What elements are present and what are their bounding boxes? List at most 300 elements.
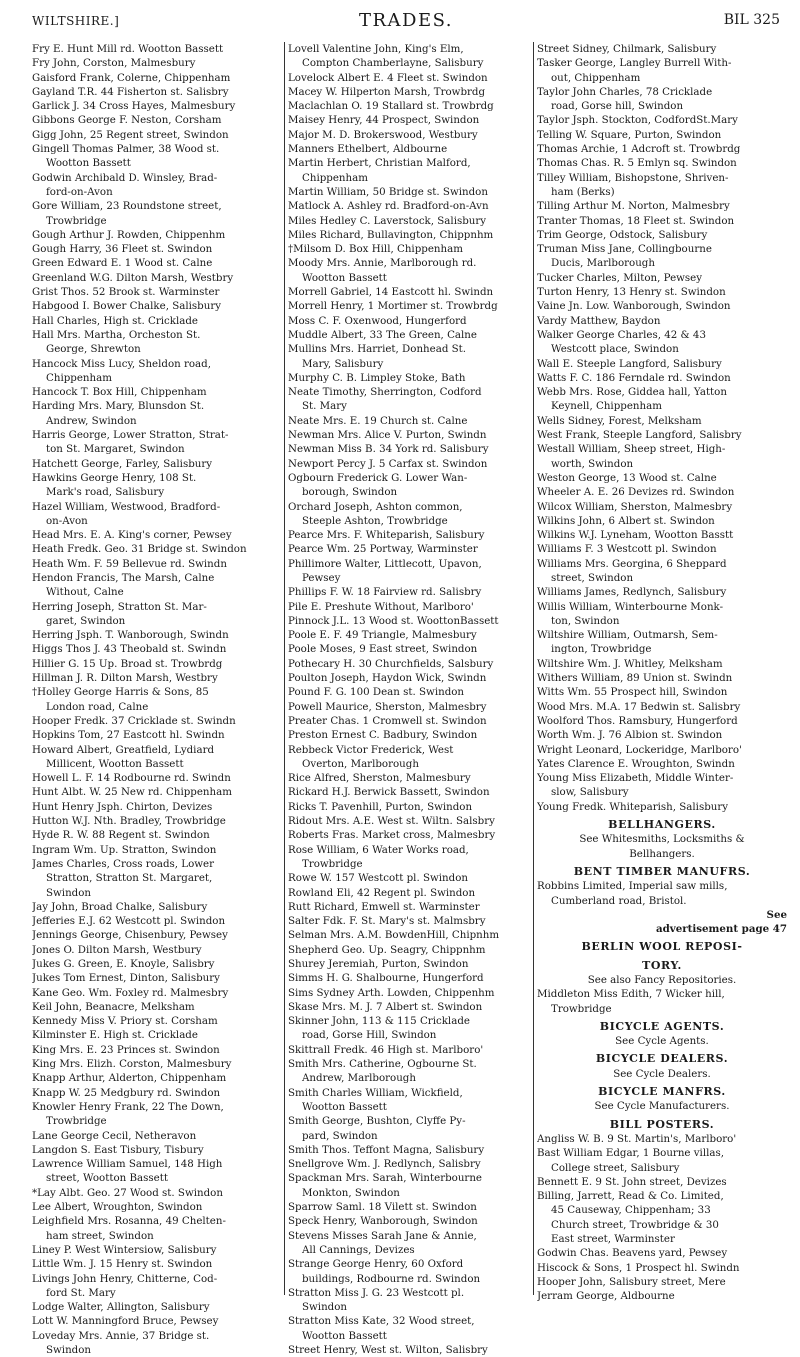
directory-entry [32,1129,282,1143]
entry-line: ington, Trowbridge [551,643,652,656]
directory-entry [537,228,787,242]
directory-entry [288,928,532,942]
column-3 [537,42,787,1304]
cross-reference: See Cycle Manufacturers. [594,1100,730,1113]
entry-line: Rice Alfred, Sherston, Malmesbury [288,772,471,785]
entry-line: Phillimore Walter, Littlecott, Upavon, [288,557,482,570]
entry-line: Wood Mrs. M.A. 17 Bedwin st. Salisbry [537,700,741,713]
entry-line: garet, Swindon [46,614,126,627]
entry-line: Chippenham [302,171,368,184]
entry-line: Chippenham [46,371,112,384]
directory-entry [288,957,532,971]
entry-line: Andrew, Swindon [46,414,137,427]
directory-entry [288,1086,532,1115]
entry-line: Gibbons George F. Neston, Corsham [32,114,222,127]
entry-line: Roberts Fras. Market cross, Malmesbry [288,829,496,842]
directory-entry [288,1214,532,1228]
entry-line: Jennings George, Chisenbury, Pewsey [32,929,228,942]
entry-line: Thomas Chas. R. 5 Emlyn sq. Swindon [537,157,737,170]
entry-line: Hazel William, Westwood, Bradford- [32,500,221,513]
cross-reference: See Cycle Agents. [615,1035,709,1048]
section-heading: BICYCLE AGENTS. [599,1019,725,1033]
entry-line: Heath Fredk. Geo. 31 Bridge st. Swindon [32,543,247,556]
directory-entry [288,828,532,842]
entry-line: Steeple Ashton, Trowbridge [302,514,448,527]
entry-line: Harris George, Lower Stratton, Strat- [32,429,229,442]
directory-entry [288,457,532,471]
entry-line: Pearce Mrs. F. Whiteparish, Salisbury [288,529,485,542]
entry-line: London road, Calne [46,700,149,713]
entry-line: Hall Charles, High st. Cricklade [32,314,198,327]
entry-line: Wootton Bassett [302,271,387,284]
entry-line: Pile E. Preshute Without, Marlboro' [288,600,474,613]
directory-entry [288,128,532,142]
entry-line: Yates Clarence E. Wroughton, Swindn [537,757,735,770]
directory-entry [32,199,282,228]
directory-entry [537,328,787,357]
entry-line: Lawrence William Samuel, 148 High [32,1158,223,1171]
entry-line: Murphy C. B. Limpley Stoke, Bath [288,371,466,384]
entry-line: Maisey Henry, 44 Prospect, Swindon [288,114,480,127]
entry-line: Moody Mrs. Annie, Marlborough rd. [288,257,477,270]
directory-entry [537,56,787,85]
directory-entry [537,285,787,299]
entry-line: Newman Miss B. 34 York rd. Salisbury [288,443,489,456]
entry-line: Trim George, Odstock, Salisbury [537,228,708,241]
entry-line: Wilkins John, 6 Albert st. Swindon [537,514,715,527]
column-divider [533,42,534,1295]
entry-line: Selman Mrs. A.M. BowdenHill, Chipnhm [288,929,500,942]
entry-line: ham (Berks) [551,185,615,198]
entry-line: Leighfield Mrs. Rosanna, 49 Chelten- [32,1215,226,1228]
directory-entry [537,442,787,471]
column-2 [288,42,532,1357]
entry-line: Habgood I. Bower Chalke, Salisbury [32,300,222,313]
directory-entry [32,471,282,500]
directory-entry [288,42,532,71]
directory-entry [288,442,532,456]
directory-entry [537,428,787,442]
directory-entry [537,1189,787,1246]
entry-line: Jukes Tom Ernest, Dinton, Salisbury [32,972,220,985]
directory-entry [288,1229,532,1258]
directory-entry [537,542,787,556]
directory-entry [32,528,282,542]
directory-entry [537,1146,787,1175]
section-heading: BILL POSTERS. [609,1117,715,1131]
entry-line: Hancock Miss Lucy, Sheldon road, [32,357,211,370]
directory-entry [537,299,787,313]
entry-line: Snellgrove Wm. J. Redlynch, Salisbry [288,1158,481,1171]
entry-line: street, Wootton Bassett [46,1172,168,1185]
directory-entry [537,85,787,114]
directory-entry [537,514,787,528]
directory-entry [32,1014,282,1028]
column-divider [284,42,285,1295]
directory-entry [537,685,787,699]
directory-entry [288,1314,532,1343]
directory-entry [537,357,787,371]
directory-entry [537,242,787,271]
entry-line: Smith Charles William, Wickfield, [288,1086,463,1099]
directory-entry [288,185,532,199]
entry-line: Strange George Henry, 60 Oxford [288,1258,464,1271]
entry-line: Hillier G. 15 Up. Broad st. Trowbrdg [32,657,223,670]
directory-entry [537,314,787,328]
entry-line: street, Swindon [551,571,634,584]
directory-entry [288,342,532,371]
directory-entry [288,943,532,957]
entry-line: ford-on-Avon [46,185,113,198]
directory-entry [288,1043,532,1057]
directory-entry [32,728,282,742]
entry-line: Wilcox William, Sherston, Malmesbry [537,500,733,513]
entry-line: Lovelock Albert E. 4 Fleet st. Swindon [288,71,488,84]
entry-line: Stratton Miss J. G. 23 Westcott pl. [288,1286,465,1299]
directory-entry [32,714,282,728]
directory-entry [288,1057,532,1086]
entry-line: Maclachlan O. 19 Stallard st. Trowbrdg [288,100,494,113]
section-heading: BELLHANGERS. [608,818,716,832]
entry-line: College street, Salisbury [551,1161,680,1174]
entry-line: Macey W. Hilperton Marsh, Trowbrdg [288,85,486,98]
entry-line: Moss C. F. Oxenwood, Hungerford [288,314,467,327]
entry-line: Worth Wm. J. 76 Albion st. Swindon [537,729,723,742]
directory-entry [32,1214,282,1243]
entry-line: Taylor John Charles, 78 Cricklade [537,85,713,98]
range-label: BIL [723,12,749,28]
cross-reference: Bellhangers. [629,847,695,860]
entry-line: Godwin Archibald D. Winsley, Brad- [32,171,218,184]
directory-entry [288,1157,532,1171]
directory-entry [288,371,532,385]
entry-line: Poulton Joseph, Haydon Wick, Swindn [288,672,487,685]
directory-entry [288,785,532,799]
entry-line: Wootton Bassett [302,1329,387,1342]
directory-entry [537,371,787,385]
entry-line: Hutton W.J. Nth. Bradley, Trowbridge [32,815,226,828]
directory-entry [32,1057,282,1071]
directory-entry [288,385,532,414]
entry-line: Trowbridge [46,1115,107,1128]
directory-entry [32,228,282,242]
directory-entry [537,714,787,728]
directory-entry [32,900,282,914]
entry-line: Smith Thos. Teffont Magna, Salisbury [288,1143,485,1156]
entry-line: Orchard Joseph, Ashton common, [288,500,463,513]
directory-entry [288,328,532,342]
directory-entry [32,500,282,529]
entry-line: Gayland T.R. 44 Fisherton st. Salisbry [32,85,229,98]
entry-line: Street Henry, West st. Wilton, Salisbry [288,1344,488,1357]
entry-line: Bennett E. 9 St. John street, Devizes [537,1175,727,1188]
entry-line: Andrew, Marlborough [302,1072,416,1085]
entry-line: Newman Mrs. Alice V. Purton, Swindn [288,429,487,442]
directory-entry [288,1000,532,1014]
entry-line: Neate Mrs. E. 19 Church st. Calne [288,414,468,427]
directory-entry [537,1246,787,1260]
entry-line: Hillman J. R. Dilton Marsh, Westbry [32,672,218,685]
entry-line: slow, Salisbury [551,786,629,799]
entry-line: Keil John, Beanacre, Melksham [32,1000,195,1013]
entry-line: Webb Mrs. Rose, Giddea hall, Yatton [537,386,727,399]
entry-line: Jukes G. Green, E. Knoyle, Salisbry [32,958,215,970]
entry-line: Lovell Valentine John, King's Elm, [288,43,464,55]
directory-entry [32,242,282,256]
directory-entry [32,1143,282,1157]
entry-line: ton, Swindon [551,614,620,627]
entry-line: Liney P. West Wintersiow, Salisbury [32,1243,217,1256]
entry-line: All Cannings, Devizes [302,1243,415,1256]
entry-line: Hooper John, Salisbury street, Mere [537,1275,726,1288]
directory-entry [288,414,532,428]
entry-line: Morrell Henry, 1 Mortimer st. Trowbrdg [288,300,498,313]
directory-entry [32,542,282,556]
directory-entry [288,700,532,714]
directory-entry [537,585,787,599]
entry-line: Witts Wm. 55 Prospect hill, Swindon [537,686,728,699]
directory-entry [288,142,532,156]
entry-line: Angliss W. B. 9 St. Martin's, Marlboro' [537,1132,737,1145]
directory-entry [537,657,787,671]
directory-entry [288,113,532,127]
entry-line: Spackman Mrs. Sarah, Winterbourne [288,1172,482,1185]
cross-reference: See Whitesmiths, Locksmiths & [579,833,745,846]
directory-entry [32,642,282,656]
directory-entry [32,928,282,942]
entry-line: Miles Richard, Bullavington, Chippnhm [288,228,494,241]
directory-entry [288,299,532,313]
entry-line: Weston George, 13 Wood st. Calne [537,471,717,484]
directory-entry [288,685,532,699]
directory-entry [32,1329,282,1357]
entry-line: Wilkins W.J. Lyneham, Wootton Basstt [537,529,734,542]
entry-line: Withers William, 89 Union st. Swindn [537,672,733,685]
directory-entry [288,886,532,900]
directory-entry [537,557,787,586]
directory-entry [288,1286,532,1315]
entry-line: Mullins Mrs. Harriet, Donhead St. [288,343,467,356]
directory-entry [32,1086,282,1100]
entry-line: Hopkins Tom, 27 Eastcott hl. Swindn [32,729,225,742]
directory-entry [32,1043,282,1057]
entry-line: 45 Causeway, Chippenham; 33 [551,1204,711,1217]
entry-line: Knowler Henry Frank, 22 The Down, [32,1100,224,1113]
directory-entry [288,85,532,99]
directory-entry [32,685,282,714]
entry-line: Overton, Marlborough [302,757,419,770]
directory-entry [32,800,282,814]
directory-entry [537,500,787,514]
directory-entry [288,871,532,885]
directory-entry [32,1186,282,1200]
directory-entry [288,986,532,1000]
directory-entry [288,714,532,728]
entry-line: Smith Mrs. Catherine, Ogbourne St. [288,1058,477,1071]
entry-line: Heath Wm. F. 59 Bellevue rd. Swindn [32,557,227,570]
entry-line: King Mrs. Elizh. Corston, Malmesbury [32,1058,232,1071]
section-heading: BICYCLE DEALERS. [595,1052,729,1066]
directory-entry [32,671,282,685]
directory-entry [32,1272,282,1301]
directory-entry [32,357,282,386]
entry-line: Hendon Francis, The Marsh, Calne [32,571,215,584]
entry-line: Howard Albert, Greatfield, Lydiard [32,743,215,756]
entry-line: Miles Hedley C. Laverstock, Salisbury [288,214,487,227]
entry-line: Williams F. 3 Westcott pl. Swindon [537,543,717,556]
directory-entry [288,214,532,228]
entry-line: Stratton Miss Kate, 32 Wood street, [288,1315,475,1328]
entry-line: Grist Thos. 52 Brook st. Warminster [32,286,220,299]
entry-line: road, Gorse Hill, Swindon [302,1029,437,1042]
directory-entry [32,399,282,428]
entry-line: Major M. D. Brokerswood, Westbury [288,128,478,141]
directory-entry [288,642,532,656]
entry-line: Matlock A. Ashley rd. Bradford-on-Avn [288,200,489,213]
entry-line: Hiscock & Sons, 1 Prospect hl. Swindn [537,1261,740,1274]
entry-line: Stevens Misses Sarah Jane & Annie, [288,1229,477,1242]
entry-line: Newport Percy J. 5 Carfax st. Swindon [288,457,488,470]
entry-line: Trowbridge [46,214,107,227]
entry-line: Telling W. Square, Purton, Swindon [537,128,722,141]
entry-line: Pothecary H. 30 Churchfields, Salsbury [288,657,494,670]
directory-entry [537,743,787,757]
directory-entry [288,542,532,556]
entry-line: Rutt Richard, Emwell st. Warminster [288,900,480,913]
directory-entry [32,428,282,457]
entry-line: Morrell Gabriel, 14 Eastcott hl. Swindn [288,286,494,299]
entry-line: Billing, Jarrett, Read & Co. Limited, [537,1190,724,1203]
directory-entry [32,571,282,600]
directory-entry [32,600,282,629]
entry-line: Ducis, Marlborough [551,257,655,270]
entry-line: James Charles, Cross roads, Lower [32,857,215,870]
directory-entry [32,299,282,313]
entry-line: borough, Swindon [302,486,398,499]
directory-entry [32,857,282,900]
directory-entry [537,771,787,800]
entry-line: Kennedy Miss V. Priory st. Corsham [32,1015,218,1028]
directory-entry [537,987,787,1016]
entry-line: Gigg John, 25 Regent street, Swindon [32,128,229,141]
entry-line: Gough Harry, 36 Fleet st. Swindon [32,243,213,256]
entry-line: Herring Jsph. T. Wanborough, Swindn [32,629,229,642]
section-heading: TORY. [642,958,682,972]
directory-entry [537,142,787,156]
entry-line: Middleton Miss Edith, 7 Wicker hill, [537,988,725,1001]
directory-entry [537,700,787,714]
directory-entry [32,1100,282,1129]
directory-entry [32,914,282,928]
entry-line: Howell L. F. 14 Rodbourne rd. Swindn [32,772,231,785]
directory-entry [537,1132,787,1146]
directory-entry [288,657,532,671]
directory-entry [288,1014,532,1043]
entry-line: Hooper Fredk. 37 Cricklade st. Swindn [32,714,236,727]
entry-line: Preston Ernest C. Badbury, Swindon [288,729,478,742]
directory-entry [32,1314,282,1328]
entry-line: Greenland W.G. Dilton Marsh, Westbry [32,271,234,284]
entry-line: Watts F. C. 186 Ferndale rd. Swindon [537,371,731,384]
advertisement-reference: See [766,908,787,921]
directory-entry [32,1257,282,1271]
directory-entry [32,42,282,56]
directory-entry [537,271,787,285]
directory-entry [288,199,532,213]
entry-line: Langdon S. East Tisbury, Tisbury [32,1143,204,1156]
entry-line: Wootton Bassett [302,1100,387,1113]
entry-line: Higgs Thos J. 43 Theobald st. Swindn [32,643,227,656]
directory-entry [288,1171,532,1200]
directory-entry [288,971,532,985]
directory-entry [32,1200,282,1214]
entry-line: Swindon [46,886,92,899]
entry-line: Thomas Archie, 1 Adcroft st. Trowbrdg [537,143,741,156]
entry-line: Martin William, 50 Bridge st. Swindon [288,185,488,198]
entry-line: Fry E. Hunt Mill rd. Wootton Bassett [32,43,224,55]
directory-entry [32,113,282,127]
entry-line: Compton Chamberlayne, Salisbury [302,57,484,70]
entry-line: Wall E. Steeple Langford, Salisbury [537,357,722,370]
directory-entry [32,971,282,985]
directory-entry [537,757,787,771]
entry-line: Martin Herbert, Christian Malford, [288,157,471,170]
entry-line: Skinner John, 113 & 115 Cricklade [288,1015,470,1028]
directory-entry [288,71,532,85]
directory-entry [288,671,532,685]
entry-line: Livings John Henry, Chitterne, Cod- [32,1272,218,1285]
entry-line: Wiltshire Wm. J. Whitley, Melksham [537,657,723,670]
entry-line: pard, Swindon [302,1129,378,1142]
directory-entry [32,828,282,842]
entry-line: Mark's road, Salisbury [46,486,165,499]
entry-line: Lane George Cecil, Netheravon [32,1129,197,1142]
directory-entry [32,986,282,1000]
entry-line: Skase Mrs. M. J. 7 Albert st. Swindon [288,1000,483,1013]
directory-entry [32,1000,282,1014]
page-title: TRADES. [358,10,454,31]
entry-line: Lodge Walter, Allington, Salisbury [32,1301,210,1314]
entry-line: Poole E. F. 49 Triangle, Malmesbury [288,629,477,642]
entry-line: Wootton Bassett [46,157,131,170]
directory-entry [537,528,787,542]
directory-entry [32,943,282,957]
page-header [32,10,780,36]
directory-entry [537,385,787,414]
directory-entry [288,99,532,113]
entry-line: Pinnock J.L. 13 Wood st. WoottonBassett [288,614,499,627]
entry-line: Jerram George, Aldbourne [537,1290,675,1303]
directory-entry [288,843,532,872]
directory-entry [32,657,282,671]
entry-line: Wiltshire William, Outmarsh, Sem- [537,629,718,642]
entry-line: Trowbridge [551,1002,612,1015]
directory-entry [32,628,282,642]
entry-line: Gaisford Frank, Colerne, Chippenham [32,71,231,84]
entry-line: Tucker Charles, Milton, Pewsey [537,271,703,284]
entry-line: Woolford Thos. Ramsbury, Hungerford [537,714,738,727]
entry-line: Taylor Jsph. Stockton, CodfordSt.Mary [537,114,738,127]
entry-line: Swindon [302,1301,348,1314]
entry-line: Hancock T. Box Hill, Chippenham [32,386,207,399]
directory-entry [288,1343,532,1357]
page-number: 325 [753,12,780,28]
entry-line: Pearce Wm. 25 Portway, Warminster [288,543,478,556]
entry-line: Without, Calne [46,586,124,599]
entry-line: St. Mary [302,400,347,413]
entry-line: ham street, Swindon [46,1229,154,1242]
directory-entry [288,628,532,642]
